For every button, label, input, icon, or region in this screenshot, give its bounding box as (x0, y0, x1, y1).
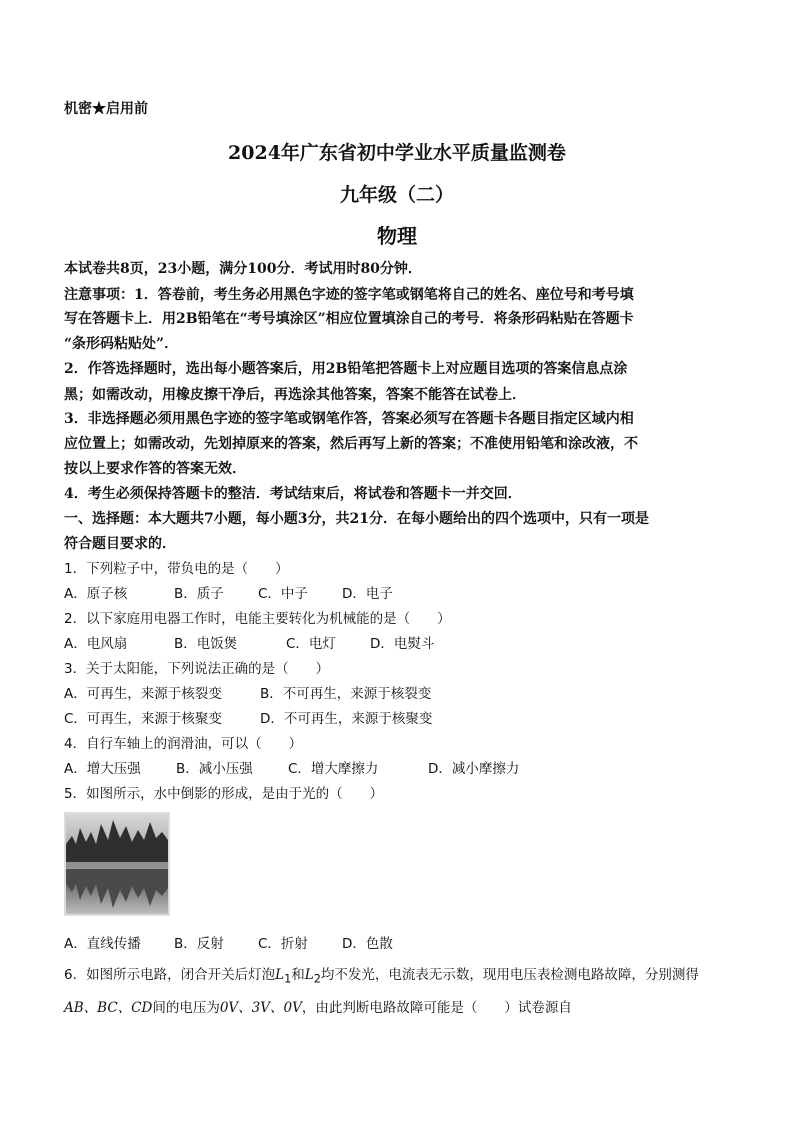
subject-title: 物理 (377, 224, 417, 248)
section-heading: 符合题目要求的． (64, 536, 176, 552)
question-stem-line2 (64, 996, 572, 1016)
option-a: A．增大压强 (64, 761, 141, 777)
option-a: A．原子核 (64, 586, 128, 602)
option-d: D．色散 (342, 936, 393, 952)
option-c: C．中子 (258, 586, 308, 602)
option-b: B．不可再生，来源于核裂变 (260, 686, 432, 702)
question-options (64, 632, 434, 652)
notes-line: 3．非选择题必须用黑色字迹的签字笔或钢笔作答，答案必须写在答题卡各题目指定区域内相 (64, 411, 634, 427)
notes-line: 黑；如需改动，用橡皮擦干净后，再选涂其他答案，答案不能答在试卷上． (64, 387, 526, 403)
bulb-l1-symbol: L (275, 967, 285, 983)
question-stem: 1．下列粒子中，带负电的是（ ） (64, 561, 289, 577)
stem-text: 和 (291, 967, 305, 983)
notes-line: 4．考生必须保持答题卡的整洁．考试结束后，将试卷和答题卡一并交回． (64, 486, 522, 502)
question-stem: 2．以下家庭用电器工作时，电能主要转化为机械能的是（ ） (64, 611, 451, 627)
question-options (64, 682, 431, 702)
stem-text: ，由此判断电路故障可能是（ ）试卷源自 (301, 1000, 572, 1016)
notes-line: 按以上要求作答的答案无效． (64, 461, 246, 477)
option-c: C．可再生，来源于核聚变 (64, 711, 222, 727)
question-stem: 5．如图所示，水中倒影的形成，是由于光的（ ） (64, 786, 384, 802)
option-d: D．减小摩擦力 (428, 761, 520, 777)
stem-text: 间的电压为 (152, 1000, 220, 1016)
option-b: B．反射 (174, 936, 224, 952)
question-stem: 4．自行车轴上的润滑油，可以（ ） (64, 736, 303, 752)
stem-text: 6．如图所示电路，闭合开关后灯泡 (64, 967, 276, 983)
option-c: C．折射 (258, 936, 308, 952)
option-a: A．电风扇 (64, 636, 128, 652)
bulb-l2-symbol: L (304, 967, 314, 983)
stem-text: 均不发光，电流表无示数，现用电压表检测电路故障，分别测得 (320, 967, 699, 983)
option-a: A．直线传播 (64, 936, 141, 952)
option-a: A．可再生，来源于核裂变 (64, 686, 222, 702)
option-b: B．减小压强 (176, 761, 253, 777)
question-stem (64, 963, 699, 986)
option-b: B．质子 (174, 586, 224, 602)
segments-math: AB、BC、CD (64, 1000, 153, 1016)
option-b: B．电饭煲 (174, 636, 238, 652)
grade-title: 九年级（二） (339, 184, 454, 206)
section-heading: 一、选择题：本大题共7小题，每小题3分，共21分．在每小题给出的四个选项中，只有一项是 (64, 511, 649, 527)
bulb-l1-subscript: 1 (284, 972, 292, 986)
question-stem: 3．关于太阳能，下列说法正确的是（ ） (64, 661, 330, 677)
question-options (64, 582, 393, 602)
question-options (64, 707, 432, 727)
reflection-photo (64, 812, 170, 916)
notes-line: “条形码粘贴处”． (64, 336, 179, 352)
voltage-values: 0V、3V、0V (219, 1000, 302, 1016)
option-c: C．增大摩擦力 (288, 761, 379, 777)
notes-line: 注意事项：1．答卷前，考生务必用黑色字迹的签字笔或钢笔将自己的姓名、座位号和考号填 (64, 287, 634, 303)
notes-line: 应位置上；如需改动，先划掉原来的答案，然后再写上新的答案；不准使用铅笔和涂改液，不 (64, 436, 638, 452)
option-c: C．电灯 (286, 636, 336, 652)
option-d: D．不可再生，来源于核聚变 (260, 711, 433, 727)
notes-line: 本试卷共8页，23小题，满分100分．考试用时80分钟． (64, 261, 422, 277)
question-options (64, 932, 393, 952)
notes-line: 写在答题卡上．用2B铅笔在“考号填涂区”相应位置填涂自己的考号．将条形码粘贴在答题卡 (64, 311, 634, 327)
exam-title: 2024年广东省初中学业水平质量监测卷 (228, 142, 566, 164)
option-d: D．电熨斗 (370, 636, 435, 652)
trees-reflection-image (66, 814, 168, 914)
bulb-l2-subscript: 2 (313, 972, 321, 986)
option-d: D．电子 (342, 586, 393, 602)
notes-line: 2．作答选择题时，选出每小题答案后，用2B铅笔把答题卡上对应题目选项的答案信息点涂 (64, 361, 628, 377)
confidential-label: 机密★启用前 (64, 101, 148, 117)
question-options (64, 757, 519, 777)
